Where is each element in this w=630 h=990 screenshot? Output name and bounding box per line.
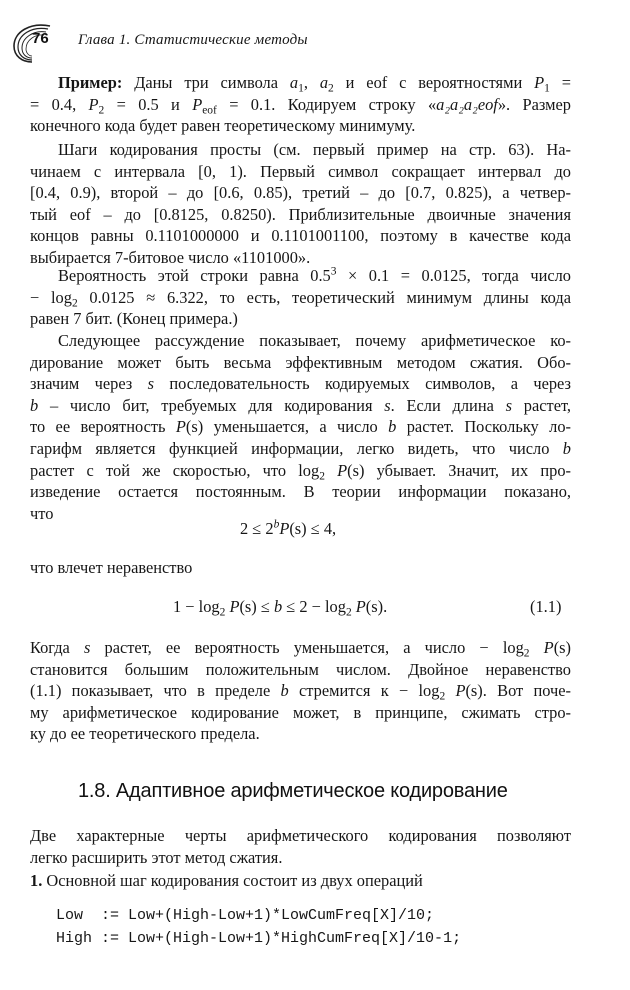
list-item-number: 1. xyxy=(30,871,43,890)
equation-bounds: $2 \le 2^bP(s) \le 4$, xyxy=(240,518,337,538)
adaptive-paragraph: Две характерные черты арифметического кодирования позволяют легко расширить этот метод сжатия. xyxy=(30,826,571,867)
example-paragraph: Пример: Даны три символа $a_1$, $a_2$ и eof с вероятностями $P_1$ = = 0.4, $P_2 = 0.5$ и $P_{eof} = 0.1$. Кодируем строку «a₂a₂a₂eof». Размер конечного кода будет равен теоретическому минимуму. xyxy=(30,73,571,136)
equation-inequality: $1 - \log_2 P(s) \le b \le 2 - \log_2 P(s)$. xyxy=(173,597,388,619)
code-line: High := Low+(High-Low+1)*HighCumFreq[X]/10-1; xyxy=(56,930,462,947)
reasoning-paragraph: Следующее рассуждение показывает, почему арифметическое ко- дирование может быть весьма эффективным методом сжатия. Обо- значим через s последовательность кодируемых символов, а через b – число бит, требуемых для кодирования s. Если длина s растет, то ее вероятность P(s) уменьшается, а число b растет. Поскольку ло- гарифм является функцией информации, легко видеть, что число b растет с той же скоростью, что $\log_2 P(s)$ убывает. Значит, их про- изведение остается постоянным. В теории информации показано, что xyxy=(30,331,572,523)
implies-text: что влечет неравенство xyxy=(30,558,193,577)
probability-paragraph: Вероятность этой строки равна $0.5^3 \times 0.1 = 0.0125$, тогда число − $\log_2 0.0125 \approx 6.322$, то есть, теоретический минимум длины кода равен 7 бит. (Конец примера.) xyxy=(30,265,572,329)
code-line: Low := Low+(High-Low+1)*LowCumFreq[X]/10; xyxy=(56,907,435,924)
page-number: 76 xyxy=(32,30,49,47)
running-title: Глава 1. Статистические методы xyxy=(78,32,308,48)
section-heading: 1.8. Адаптивное арифметическое кодирование xyxy=(78,780,508,802)
equation-number: (1.1) xyxy=(530,597,562,616)
steps-paragraph: Шаги кодирования просты (см. первый пример на стр. 63). На- чинаем с интервала [0, 1). Первый символ сокращает интервал до [0.4, 0.9), второй – до [0.6, 0.85), третий – до [0.7, 0.825), а четвер- тый eof – до [0.8125, 0.8250). Приблизительные двоичные значения концов равны 0.1101000000 и 0.1101001100, поэтому в качестве кода выбирается 7-битовое число «1101000». xyxy=(30,140,571,267)
list-item: 1. Основной шаг кодирования состоит из двух операций xyxy=(30,871,423,890)
conclusion-paragraph: Когда s растет, ее вероятность уменьшается, а число − $\log_2 P(s)$ становится большим положительным числом. Двойное неравенство (1.1) показывает, что в пределе b стремится $к - \log_2 P(s)$. Вот поче- му арифметическое кодирование может, в принципе, сжимать стро- ку до ее теоретического предела. xyxy=(30,638,572,744)
example-label: Пример: xyxy=(58,73,123,92)
page-header xyxy=(10,20,610,64)
